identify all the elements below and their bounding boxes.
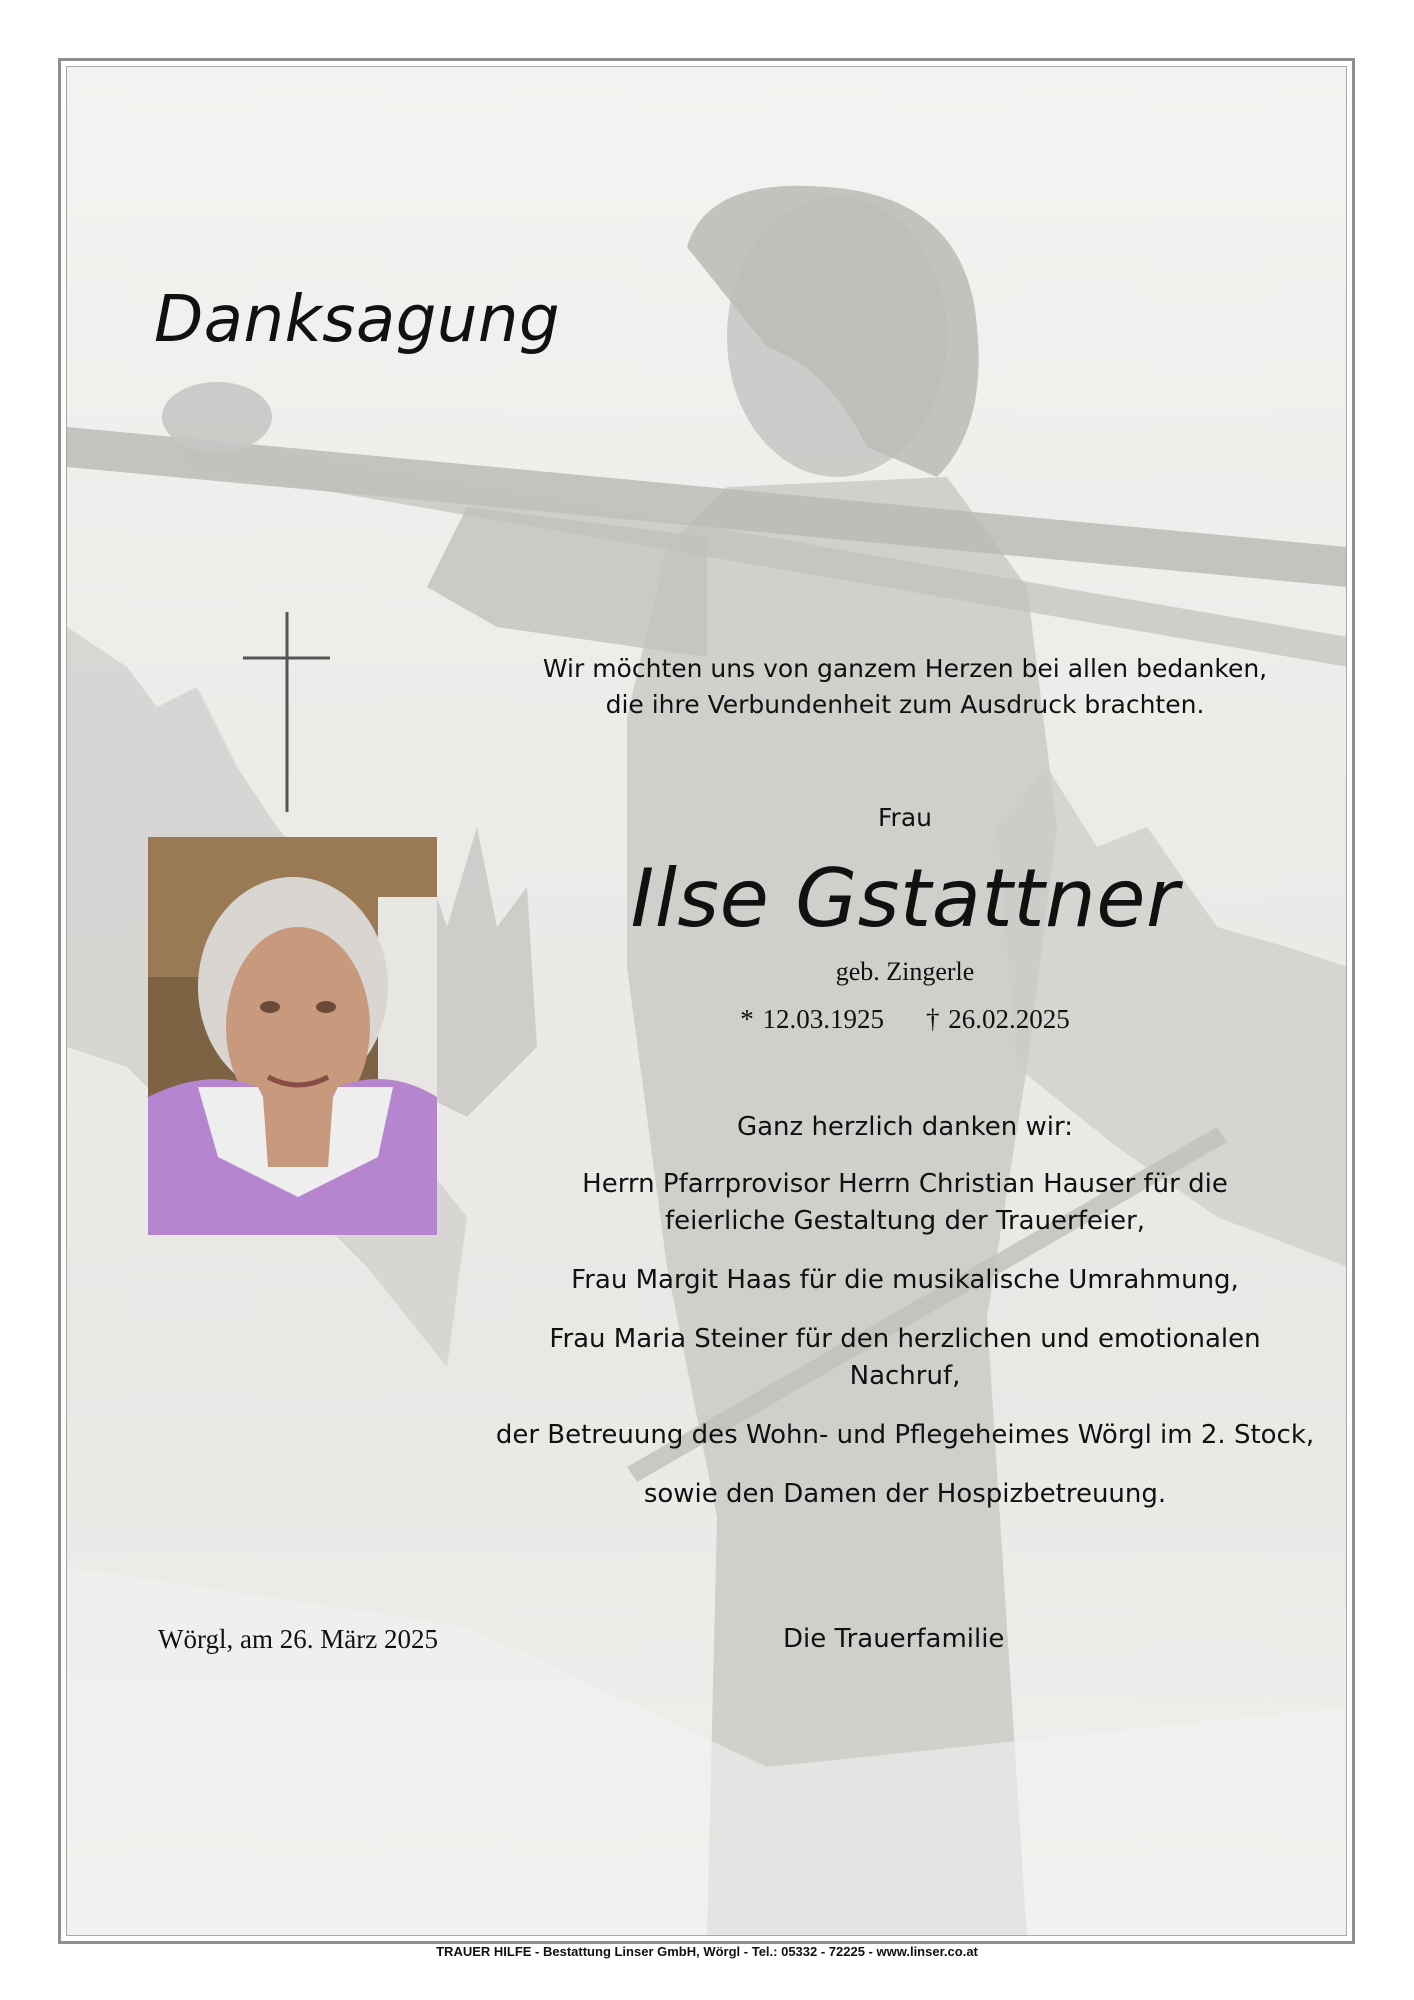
deceased-name: Ilse Gstattner (630, 852, 1180, 945)
page-title: Danksagung (154, 283, 561, 357)
signature: Die Trauerfamilie (783, 1624, 1005, 1654)
thanks-item-line: Frau Margit Haas für die musikalische Umrahmung, (571, 1265, 1239, 1295)
imprint-footer: TRAUER HILFE - Bestattung Linser GmbH, Wörgl - Tel.: 05332 - 72225 - www.linser.co.at (436, 1944, 978, 1959)
salutation: Frau (877, 803, 932, 832)
thanks-item-line: Frau Maria Steiner für den herzlichen und emotionalen (549, 1324, 1261, 1354)
intro-line-1: Wir möchten uns von ganzem Herzen bei allen bedanken, (542, 654, 1268, 683)
cross-icon (240, 612, 330, 812)
birth-date: * 12.03.1925 (740, 1004, 884, 1034)
intro-text (480, 651, 1330, 723)
thanks-item (480, 1262, 1330, 1299)
thanks-list (480, 1166, 1330, 1535)
thanks-item-line: feierliche Gestaltung der Trauerfeier, (664, 1206, 1146, 1236)
intro-line-2: die ihre Verbundenheit zum Ausdruck brachten. (605, 690, 1205, 719)
thanks-item (480, 1476, 1330, 1513)
life-dates (480, 1004, 1330, 1035)
death-date: † 26.02.2025 (926, 1004, 1070, 1034)
thanks-item (480, 1321, 1330, 1395)
thanks-item-line: Herrn Pfarrprovisor Herrn Christian Hauser für die (582, 1169, 1228, 1199)
birth-name: geb. Zingerle (835, 957, 975, 986)
thanks-item-line: Nachruf, (849, 1361, 961, 1391)
place-date: Wörgl, am 26. März 2025 (158, 1624, 438, 1654)
thanks-item-line: sowie den Damen der Hospizbetreuung. (643, 1479, 1167, 1509)
thanks-item (480, 1417, 1330, 1454)
thanks-item (480, 1166, 1330, 1240)
thanks-item-line: der Betreuung des Wohn- und Pflegeheimes Wörgl im 2. Stock, (495, 1420, 1315, 1450)
thanks-heading: Ganz herzlich danken wir: (736, 1112, 1074, 1142)
portrait-photo (148, 837, 437, 1235)
